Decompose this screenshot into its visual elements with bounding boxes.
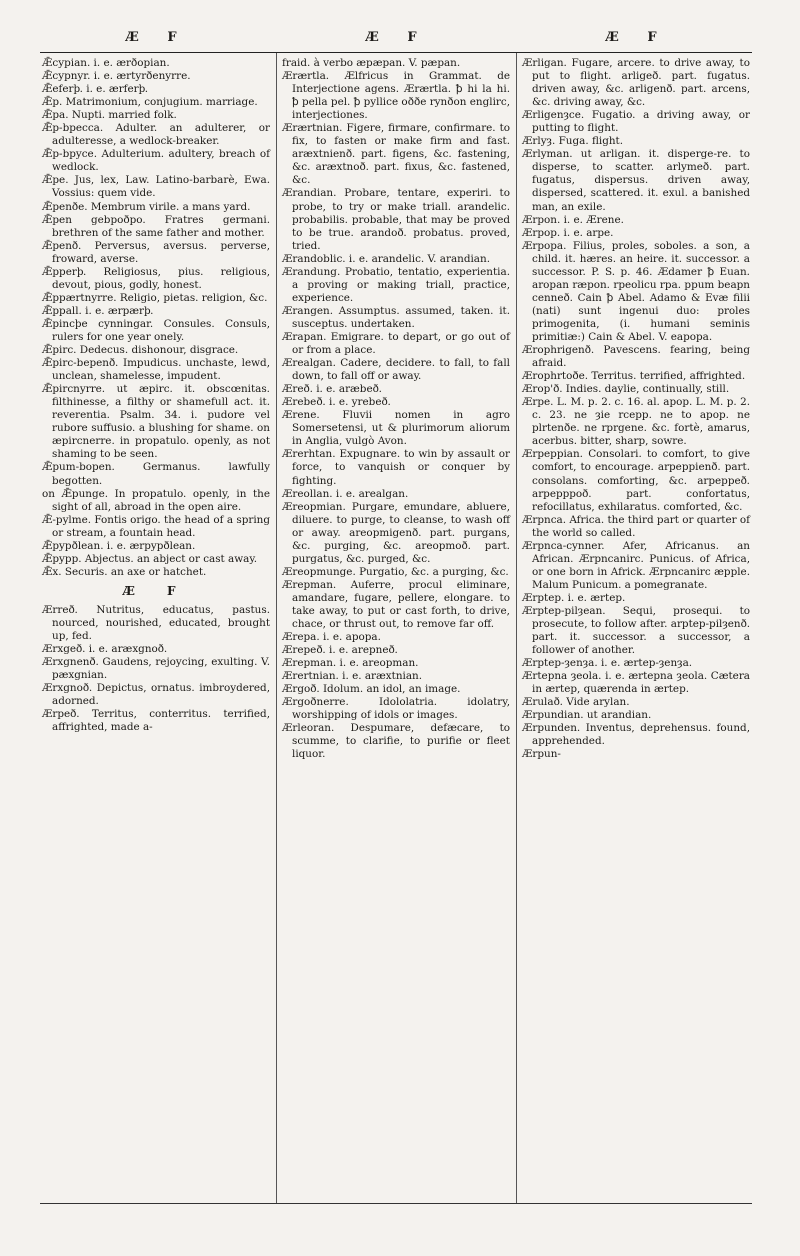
dictionary-entry: Ærertnian. i. e. aræxtnian. [282, 670, 423, 683]
running-headers [40, 30, 752, 50]
dictionary-entry: Ærpunden. Inventus, deprehensus. found, apprehended. [522, 722, 750, 748]
dictionary-entry: Ǣpa. Nupti. married folk. [42, 109, 177, 122]
header-col-2: Æ F [365, 30, 429, 45]
header-col-3: Æ F [605, 30, 669, 45]
dictionary-entry: Ǣppærtnyrre. Religio, pietas. religion, &c. [42, 291, 268, 304]
dictionary-entry: Ærulað. Vide arylan. [522, 696, 630, 709]
dictionary-entry: Ærptep-pilȝean. Sequi, prosequi. to prosecute, to follow after. arptep-pilȝenð. part. it. successor. a successor, a follower of another. [522, 604, 750, 657]
footer-rule [40, 1203, 752, 1204]
dictionary-entry: Ærpop. i. e. arpe. [522, 226, 614, 239]
dictionary-entry: Ǣ-pylme. Fontis origo. the head of a spring or stream, a fountain head. [42, 513, 270, 539]
dictionary-entry: Ærandung. Probatio, tentatio, experientia. a proving or making triall, practice, experience. [282, 265, 510, 304]
dictionary-entry: Ǣpenð. Perversus, aversus. perverse, froward, averse. [42, 239, 270, 265]
dictionary-entry: Ærophrtoðe. Territus. terrified, affrighted. [522, 370, 746, 383]
dictionary-entry: Ærepeð. i. e. arepneð. [282, 644, 398, 657]
dictionary-entry: Ærlyman. ut arligan. it. disperge-re. to disperse, to scatter. arlymeð. part. fugatus, dispersus. driven away, dispersed, scattered. it. exul. a banished man, an exile. [522, 148, 750, 213]
dictionary-entry: Ærligenȝce. Fugatio. a driving away, or putting to flight. [522, 109, 750, 135]
dictionary-entry: Ærærtnian. Figere, firmare, confirmare. to fix, to fasten or make firm and fast. aræxtnienð. part. figens, &c. fastening, &c. aræxtnoð. part. fixus, &c. fastened, &c. [282, 122, 510, 187]
dictionary-entry: Ærebeð. i. e. yrebeð. [282, 396, 391, 409]
dictionary-entry: Ærxgeð. i. e. aræxgnoð. [42, 643, 168, 656]
dictionary-entry: Æreopmian. Purgare, emundare, abluere, diluere. to purge, to cleanse, to wash off or away. areopmigenð. part. purgans, &c. purging, &c. areopmoð. part. purgatus, &c. purged, &c. [282, 500, 510, 565]
dictionary-entry: Ærandian. Probare, tentare, experiri. to probe, to try or make triall. arandelic. probabilis. probable, that may be proved to be true. arandoð. probatus. proved, tried. [282, 187, 510, 252]
dictionary-entry: Ærpun- [522, 748, 561, 761]
column-1 [42, 57, 270, 734]
dictionary-entry: Ærpeð. Territus, conterritus. terrified, affrighted, made a- [42, 708, 270, 734]
dictionary-entry: Ærerhtan. Expugnare. to win by assault or force, to vanquish or conquer by fighting. [282, 448, 510, 487]
dictionary-entry: Ærepman. i. e. areopman. [282, 657, 419, 670]
dictionary-entry: Ǣp. Matrimonium, conjugium. marriage. [42, 96, 258, 109]
dictionary-entry: Ǣppall. i. e. ærpærþ. [42, 304, 154, 317]
dictionary-entry: Ærxgnenð. Gaudens, rejoycing, exulting. V. pæxgnian. [42, 656, 270, 682]
dictionary-entry: Ǣeferþ. i. e. ærferþ. [42, 83, 149, 96]
dictionary-entry: Ǣpypp. Abjectus. an abject or cast away. [42, 552, 258, 565]
dictionary-entry: Ærreð. Nutritus, educatus, pastus. nourced, nourished, educated, brought up, fed. [42, 603, 270, 643]
dictionary-entry: Ærealgan. Cadere, decidere. to fall, to fall down, to fall off or away. [282, 357, 510, 383]
dictionary-entry: Ǣpperþ. Religiosus, pius. religious, devout, pious, godly, honest. [42, 265, 270, 291]
column-3 [522, 57, 750, 762]
dictionary-entry: Ǣpen gebpoðpo. Fratres germani. brethren of the same father and mother. [42, 213, 270, 239]
dictionary-entry: Ærepman. Auferre, procul eliminare, amandare, fugare, pellere, elongare. to take away, to put or cast forth, to drive, chace, or thrust out, to remove far off. [282, 578, 510, 631]
dictionary-entry: Ǣcypian. i. e. ærðopian. [42, 57, 170, 69]
dictionary-entry: Ærophrigenð. Pavescens. fearing, being afraid. [522, 344, 750, 370]
dictionary-entry: Ǣpe. Jus, lex, Law. Latino-barbarè, Ewa. Vossius: quem vide. [42, 174, 270, 200]
dictionary-entry: Æreopmunge. Purgatio, &c. a purging, &c. [282, 565, 509, 578]
dictionary-entry: Ǣpum-bopen. Germanus. lawfully begotten. [42, 461, 270, 487]
column-rule-2 [516, 53, 517, 1203]
dictionary-entry: Ærop'ð. Indies. daylie, continually, still. [522, 383, 730, 396]
dictionary-entry: Ærligan. Fugare, arcere. to drive away, to put to flight. arligeð. part. fugatus. driven away, &c. arligenð. part. arcens, &c. driving away, &c. [522, 57, 750, 109]
dictionary-entry: fraid. à verbo æpæpan. V. pæpan. [282, 57, 461, 69]
dictionary-entry: Ærepa. i. e. apopa. [282, 631, 381, 644]
dictionary-entry: Ærptep-ȝenȝa. i. e. ærtep-ȝenȝa. [522, 657, 693, 670]
dictionary-entry: Ærandoblic. i. e. arandelic. V. arandian. [282, 252, 490, 265]
dictionary-entry: Ǣpircnyrre. ut æpirc. it. obscœnitas. filthinesse, a filthy or shamefull act. it. reverentia. Psalm. 34. i. pudore vel rubore suffusio. a blushing for shame. on æpircnerre. in propatulo. openly, as not shaming to be seen. [42, 383, 270, 461]
dictionary-entry: Ǣpincþe cynningar. Consules. Consuls, rulers for one year onely. [42, 317, 270, 343]
dictionary-entry: Ǣp-bpecca. Adulter. an adulterer, or adulteresse, a wedlock-breaker. [42, 122, 270, 148]
dictionary-entry: Ǣpirc-bepenð. Impudicus. unchaste, lewd, unclean, shamelesse, impudent. [42, 357, 270, 383]
dictionary-entry: Ærlyȝ. Fuga. flight. [522, 135, 624, 148]
dictionary-entry: Ærpnca. Africa. the third part or quarter of the world so called. [522, 513, 750, 539]
dictionary-entry: Ǣpirc. Dedecus. dishonour, disgrace. [42, 344, 239, 357]
dictionary-entry: Ærene. Fluvii nomen in agro Somersetensi, ut & plurimorum aliorum in Anglia, vulgò Avon. [282, 409, 510, 448]
dictionary-entry: Ǣcypnyr. i. e. ærtyrðenyrre. [42, 70, 191, 83]
dictionary-entry: Ærleoran. Despumare, defæcare, to scumme, to clarifie, to purifie or fleet liquor. [282, 722, 510, 761]
column-2 [282, 57, 510, 762]
section-heading: Æ F [122, 583, 190, 598]
dictionary-entry: on Ǣpunge. In propatulo. openly, in the sight of all, abroad in the open aire. [42, 487, 270, 513]
dictionary-entry: Æreollan. i. e. arealgan. [282, 487, 409, 500]
dictionary-entry: Ærpundian. ut arandian. [522, 709, 652, 722]
dictionary-entry: Ærpeppian. Consolari. to comfort, to give comfort, to encourage. arpeppienð. part. consolans. comforting, &c. arpeppeð. arpepppoð. part. confortatus, refocillatus, exhilaratus. comforted, &c. [522, 448, 750, 513]
dictionary-entry: Ærtepna ȝeola. i. e. ærtepna ȝeola. Cætera in ærtep, quærenda in ærtep. [522, 670, 750, 696]
dictionary-entry: Ærangen. Assumptus. assumed, taken. it. susceptus. undertaken. [282, 304, 510, 330]
dictionary-entry: Ærgoð. Idolum. an idol, an image. [282, 683, 461, 696]
header-col-1: Æ F [125, 30, 189, 45]
dictionary-entry: Ærærtla. Ælfricus in Grammat. de Interjectione agens. Ærærtla. ꝥ hi la hi. ꝥ pella pel. ꝥ pyllice oððe rynðon englirc, interjectiones. [282, 70, 510, 122]
dictionary-entry: Æreð. i. e. aræbeð. [282, 383, 382, 396]
dictionary-entry: Ærpe. L. M. p. 2. c. 16. al. apop. L. M. p. 2. c. 23. ne ȝie rcepp. ne to apop. ne plrtenðe. ne rprgene. &c. fortè, amarus, acerbus. bitter, sharp, sowre. [522, 396, 750, 448]
dictionary-entry: Ǣx. Securis. an axe or hatchet. [42, 565, 207, 578]
column-rule-1 [276, 53, 277, 1203]
dictionary-entry: Ǣpypðlean. i. e. ærpypðlean. [42, 539, 196, 552]
dictionary-entry: Ærpon. i. e. Ærene. [522, 213, 624, 226]
dictionary-entry: Ærxgnoð. Depictus, ornatus. imbroydered, adorned. [42, 682, 270, 708]
dictionary-entry: Ærgoðnerre. Idololatria. idolatry, worshipping of idols or images. [282, 696, 510, 722]
dictionary-entry: Ærapan. Emigrare. to depart, or go out of or from a place. [282, 330, 510, 357]
dictionary-page [40, 52, 752, 1203]
dictionary-entry: Ǣp-bpyce. Adulterium. adultery, breach of wedlock. [42, 148, 270, 174]
dictionary-entry: Ærpnca-cynner. Afer, Africanus. an African. Ærpncanirc. Punicus. of Africa, or one born in Africk. Ærpncanirc æpple. Malum Punicum. a pomegranate. [522, 539, 750, 591]
dictionary-entry: Ǣpenðe. Membrum virile. a mans yard. [42, 200, 251, 213]
dictionary-entry: Ærpopa. Filius, proles, soboles. a son, a child. it. hæres. an heire. it. successor. a successor. P. S. p. 46. Ædamer ꝥ Euan. aropan ræpon. rpeolicu rpa. ppum beapn cenneð. Cain ꝥ Abel. Adamo & Evæ filii (nati) sunt ingenui duo: proles primogenita, (i. humani seminis primitiæ:) Cain & Abel. V. eapopa. [522, 239, 750, 343]
dictionary-entry: Ærptep. i. e. ærtep. [522, 591, 626, 604]
